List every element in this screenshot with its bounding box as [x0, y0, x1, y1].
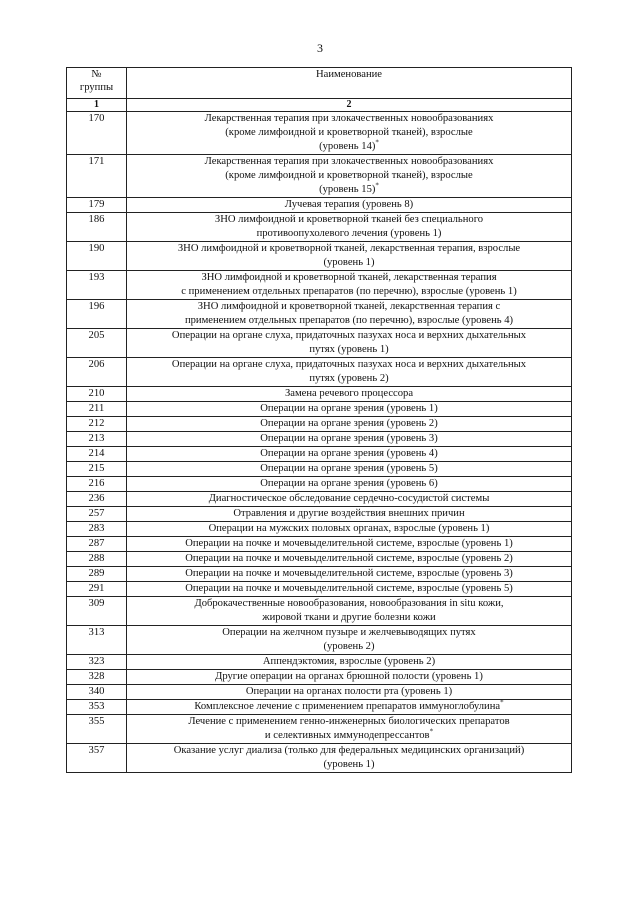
group-name-line: [130, 417, 568, 431]
group-name-line: [130, 729, 568, 743]
group-name: [127, 329, 572, 358]
group-name-line: [130, 758, 568, 772]
group-name-line: [130, 611, 568, 625]
group-name: [127, 477, 572, 492]
group-name: [127, 537, 572, 552]
table-row: [67, 432, 572, 447]
table-row: [67, 402, 572, 417]
group-name-line: [130, 169, 568, 183]
group-name-line: [130, 358, 568, 372]
group-name-line: [130, 183, 568, 197]
group-name-text: (уровень 2): [323, 641, 375, 652]
group-name-line: [130, 198, 568, 212]
table-row: [67, 700, 572, 715]
group-name-text: с применением отдельных препаратов (по перечню), взрослые (уровень 1): [181, 286, 517, 297]
group-name-line: [130, 685, 568, 699]
group-name-text: жировой ткани и другие болезни кожи: [262, 612, 436, 623]
table-row: [67, 655, 572, 670]
group-name-line: [130, 507, 568, 521]
group-name-line: [130, 343, 568, 357]
group-name-line: [130, 300, 568, 314]
group-name: [127, 744, 572, 773]
group-number: 288: [67, 552, 127, 567]
group-number: 186: [67, 213, 127, 242]
group-number: 212: [67, 417, 127, 432]
group-name-text: Замена речевого процессора: [284, 388, 414, 399]
column-index-row: [67, 99, 572, 112]
table-row: [67, 477, 572, 492]
header-group-number: [67, 68, 127, 99]
group-number: 193: [67, 271, 127, 300]
group-number: 170: [67, 112, 127, 155]
group-name-line: [130, 447, 568, 461]
group-name: [127, 242, 572, 271]
group-number: 289: [67, 567, 127, 582]
group-name-line: [130, 477, 568, 491]
group-name-text: путях (уровень 1): [309, 344, 389, 355]
group-name-text: (уровень 14): [319, 141, 376, 152]
group-name: [127, 447, 572, 462]
group-name-text: Операции на желчном пузыре и желчевыводящих путях: [222, 627, 476, 638]
group-name: [127, 626, 572, 655]
group-name: [127, 198, 572, 213]
group-number: 313: [67, 626, 127, 655]
group-name-text: ЗНО лимфоидной и кроветворной тканей, лекарственная терапия: [201, 272, 497, 283]
group-name-text: (уровень 1): [323, 759, 375, 770]
group-name: [127, 271, 572, 300]
group-name-text: Комплексное лечение с применением препаратов иммуноглобулина: [194, 701, 501, 712]
table-row: [67, 387, 572, 402]
group-name: [127, 685, 572, 700]
group-name-text: Операции на органе зрения (уровень 6): [260, 478, 438, 489]
group-name: [127, 432, 572, 447]
group-name: [127, 522, 572, 537]
group-name-line: [130, 522, 568, 536]
table-row: [67, 198, 572, 213]
group-name-text: (кроме лимфоидной и кроветворной тканей), взрослые: [225, 170, 473, 181]
group-name-text: Операции на органе зрения (уровень 3): [260, 433, 438, 444]
group-name-text: и селективных иммунодепрессантов: [264, 730, 430, 741]
group-name-line: [130, 271, 568, 285]
group-name: [127, 462, 572, 477]
table-row: [67, 582, 572, 597]
table-row: [67, 670, 572, 685]
group-number: 179: [67, 198, 127, 213]
group-name-text: Лекарственная терапия при злокачественных новообразованиях: [204, 113, 494, 124]
table-row: [67, 300, 572, 329]
page-number: 3: [317, 41, 323, 55]
group-name-line: [130, 597, 568, 611]
group-name-text: Диагностическое обследование сердечно-сосудистой системы: [208, 493, 490, 504]
table-row: [67, 522, 572, 537]
group-name-text: применением отдельных препаратов (по перечню), взрослые (уровень 4): [184, 315, 514, 326]
group-name-text: Операции на почке и мочевыделительной системе, взрослые (уровень 2): [185, 553, 513, 564]
group-name: [127, 402, 572, 417]
group-name-text: Лучевая терапия (уровень 8): [284, 199, 414, 210]
group-number: 340: [67, 685, 127, 700]
group-name-text: Операции на почке и мочевыделительной системе, взрослые (уровень 3): [185, 568, 513, 579]
group-name-text: (уровень 1): [323, 257, 375, 268]
group-name: [127, 700, 572, 715]
table-row: [67, 417, 572, 432]
group-number: 236: [67, 492, 127, 507]
group-number: 287: [67, 537, 127, 552]
group-name-text: Отравления и другие воздействия внешних причин: [233, 508, 465, 519]
table-row: [67, 213, 572, 242]
group-name-line: [130, 462, 568, 476]
footnote-mark: *: [375, 181, 379, 190]
group-name-line: [130, 126, 568, 140]
header-name: Наименование: [127, 68, 572, 99]
column-index-1: 1: [67, 99, 127, 112]
header-number-sign: №: [91, 69, 102, 80]
group-name-line: [130, 655, 568, 669]
group-name: [127, 655, 572, 670]
group-number: 190: [67, 242, 127, 271]
group-name-text: противоопухолевого лечения (уровень 1): [256, 228, 442, 239]
group-name-line: [130, 492, 568, 506]
group-name: [127, 112, 572, 155]
group-name: [127, 670, 572, 685]
group-name-text: Операции на органе зрения (уровень 4): [260, 448, 438, 459]
group-number: 323: [67, 655, 127, 670]
group-number: 214: [67, 447, 127, 462]
group-name-line: [130, 537, 568, 551]
group-number: 206: [67, 358, 127, 387]
group-name-line: [130, 626, 568, 640]
table-row: [67, 537, 572, 552]
group-name: [127, 552, 572, 567]
column-index-2: 2: [127, 99, 572, 112]
group-name-text: Операции на органе слуха, придаточных пазухах носа и верхних дыхательных: [171, 359, 527, 370]
table-row: [67, 552, 572, 567]
group-name-text: Операции на органе зрения (уровень 2): [260, 418, 438, 429]
group-name-line: [130, 402, 568, 416]
group-name: [127, 358, 572, 387]
footnote-mark: *: [500, 698, 504, 707]
group-name-text: ЗНО лимфоидной и кроветворной тканей, лекарственная терапия, взрослые: [177, 243, 521, 254]
group-name-line: [130, 256, 568, 270]
table-row: [67, 242, 572, 271]
group-number: 215: [67, 462, 127, 477]
group-name-line: [130, 387, 568, 401]
group-name-line: [130, 744, 568, 758]
group-number: 355: [67, 715, 127, 744]
group-number: 357: [67, 744, 127, 773]
group-name-line: [130, 227, 568, 241]
footnote-mark: *: [375, 138, 379, 147]
group-name-line: [130, 582, 568, 596]
table-row: [67, 507, 572, 522]
group-name-text: Операции на почке и мочевыделительной системе, взрослые (уровень 1): [185, 538, 513, 549]
group-name-line: [130, 242, 568, 256]
table-row: [67, 155, 572, 198]
group-name-text: Операции на органах полости рта (уровень 1): [245, 686, 453, 697]
group-name: [127, 300, 572, 329]
table-row: [67, 271, 572, 300]
group-name-line: [130, 567, 568, 581]
group-name-line: [130, 329, 568, 343]
table-row: [67, 329, 572, 358]
group-number: 309: [67, 597, 127, 626]
group-name-line: [130, 700, 568, 714]
group-name-line: [130, 432, 568, 446]
group-name: [127, 582, 572, 597]
group-name-text: Операции на органе зрения (уровень 5): [260, 463, 438, 474]
group-number: 257: [67, 507, 127, 522]
group-name: [127, 567, 572, 582]
group-name-text: ЗНО лимфоидной и кроветворной тканей, лекарственная терапия с: [197, 301, 501, 312]
group-name-text: Операции на органе слуха, придаточных пазухах носа и верхних дыхательных: [171, 330, 527, 341]
group-number: 171: [67, 155, 127, 198]
group-name-line: [130, 640, 568, 654]
group-name-line: [130, 285, 568, 299]
group-name-text: Доброкачественные новообразования, новообразования in situ кожи,: [194, 598, 504, 609]
table-header-row: [67, 68, 572, 99]
group-name: [127, 417, 572, 432]
group-name-line: [130, 372, 568, 386]
group-name-text: ЗНО лимфоидной и кроветворной тканей без специального: [214, 214, 484, 225]
table-row: [67, 462, 572, 477]
group-name-line: [130, 112, 568, 126]
table-body: [67, 112, 572, 773]
group-name: [127, 507, 572, 522]
group-name-line: [130, 155, 568, 169]
footnote-mark: *: [429, 727, 434, 736]
header-group-word: группы: [79, 82, 114, 93]
groups-table: [66, 67, 572, 773]
group-number: 291: [67, 582, 127, 597]
group-name: [127, 492, 572, 507]
group-number: 211: [67, 402, 127, 417]
table-row: [67, 715, 572, 744]
group-name-text: (кроме лимфоидной и кроветворной тканей), взрослые: [225, 127, 473, 138]
group-name: [127, 715, 572, 744]
group-number: 213: [67, 432, 127, 447]
group-number: 196: [67, 300, 127, 329]
group-number: 283: [67, 522, 127, 537]
group-name-line: [130, 314, 568, 328]
group-number: 328: [67, 670, 127, 685]
group-name-line: [130, 670, 568, 684]
group-name-text: Аппендэктомия, взрослые (уровень 2): [262, 656, 436, 667]
group-name-line: [130, 140, 568, 154]
group-name-text: Операции на почке и мочевыделительной системе, взрослые (уровень 5): [185, 583, 513, 594]
group-name-text: путях (уровень 2): [309, 373, 389, 384]
group-name: [127, 213, 572, 242]
group-name-text: Другие операции на органах брюшной полости (уровень 1): [215, 671, 483, 682]
group-number: 205: [67, 329, 127, 358]
group-name-line: [130, 552, 568, 566]
group-number: 216: [67, 477, 127, 492]
table-row: [67, 626, 572, 655]
table-row: [67, 597, 572, 626]
group-name: [127, 387, 572, 402]
group-name-text: Лечение с применением генно-инженерных биологических препаратов: [188, 716, 510, 727]
table-row: [67, 567, 572, 582]
table-row: [67, 447, 572, 462]
group-name-text: (уровень 15): [319, 184, 376, 195]
table-row: [67, 112, 572, 155]
table-row: [67, 358, 572, 387]
group-name-line: [130, 213, 568, 227]
group-name-text: Операции на органе зрения (уровень 1): [260, 403, 438, 414]
group-name: [127, 597, 572, 626]
group-name-line: [130, 715, 568, 729]
group-number: 210: [67, 387, 127, 402]
table-row: [67, 492, 572, 507]
group-number: 353: [67, 700, 127, 715]
table-row: [67, 744, 572, 773]
group-name-text: Лекарственная терапия при злокачественных новообразованиях: [204, 156, 494, 167]
group-name: [127, 155, 572, 198]
group-name-text: Оказание услуг диализа (только для федеральных медицинских организаций): [173, 745, 525, 756]
group-name-text: Операции на мужских половых органах, взрослые (уровень 1): [208, 523, 490, 534]
table-row: [67, 685, 572, 700]
